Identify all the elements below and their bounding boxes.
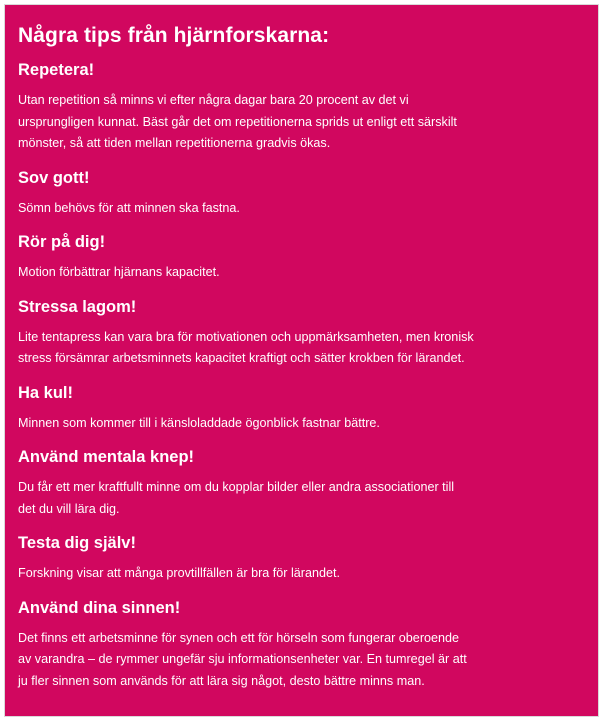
tip-text <box>18 90 508 155</box>
tip-text <box>18 198 508 220</box>
tip-heading: Använd mentala knep! <box>18 448 195 466</box>
tip-text-line: Det finns ett arbetsminne för synen och ett för hörseln som fungerar oberoende <box>18 630 460 645</box>
tip-section <box>18 597 584 693</box>
tip-text <box>18 477 508 520</box>
tip-text-line: Lite tentapress kan vara bra för motivationen och uppmärksamheten, men kronisk <box>18 329 474 344</box>
tip-text-line: mönster, så att tiden mellan repetitionerna gradvis ökas. <box>18 136 331 150</box>
tip-text <box>18 327 508 370</box>
tip-section <box>18 59 584 155</box>
tip-text-line: stress försämrar arbetsminnets kapacitet kraftigt och sätter krokben för lärandet. <box>18 351 465 365</box>
tip-heading: Rör på dig! <box>18 233 106 251</box>
tip-section <box>18 296 584 370</box>
tip-section <box>18 167 584 220</box>
tip-text-line: Utan repetition så minns vi efter några dagar bara 20 procent av det vi <box>18 93 409 107</box>
tip-heading: Sov gott! <box>18 168 90 187</box>
tip-heading: Använd dina sinnen! <box>18 598 181 617</box>
tip-heading: Ha kul! <box>18 383 74 402</box>
tips-panel <box>4 4 599 717</box>
tip-text <box>18 563 508 585</box>
tip-text-line: Sömn behövs för att minnen ska fastna. <box>18 200 240 215</box>
tip-heading: Repetera! <box>18 61 95 79</box>
tip-text-line: av varandra – de rymmer ungefär sju informationsenheter var. En tumregel är att <box>18 652 467 666</box>
tip-text-line: ju fler sinnen som används för att lära sig något, desto bättre minns man. <box>18 673 425 688</box>
tip-section <box>18 231 584 284</box>
tip-text <box>18 413 508 435</box>
tip-text-line: Minnen som kommer till i känsloladdade ögonblick fastnar bättre. <box>18 415 380 430</box>
tip-heading: Stressa lagom! <box>18 297 137 316</box>
page-title: Några tips från hjärnforskarna: <box>18 24 330 47</box>
tip-text <box>18 262 508 284</box>
tip-section <box>18 532 584 585</box>
tip-heading: Testa dig själv! <box>18 534 136 552</box>
tip-text-line: Du får ett mer kraftfullt minne om du kopplar bilder eller andra associationer till <box>18 480 455 494</box>
tip-text-line: Forskning visar att många provtillfällen är bra för lärandet. <box>18 566 340 580</box>
tip-text-line: ursprungligen kunnat. Bäst går det om repetitionerna sprids ut enligt ett särskilt <box>18 114 457 129</box>
tips-list <box>18 59 584 692</box>
tip-text <box>18 628 508 693</box>
tip-section <box>18 446 584 520</box>
tip-text-line: Motion förbättrar hjärnans kapacitet. <box>18 265 220 279</box>
tip-section <box>18 382 584 435</box>
tip-text-line: det du vill lära dig. <box>18 501 120 516</box>
